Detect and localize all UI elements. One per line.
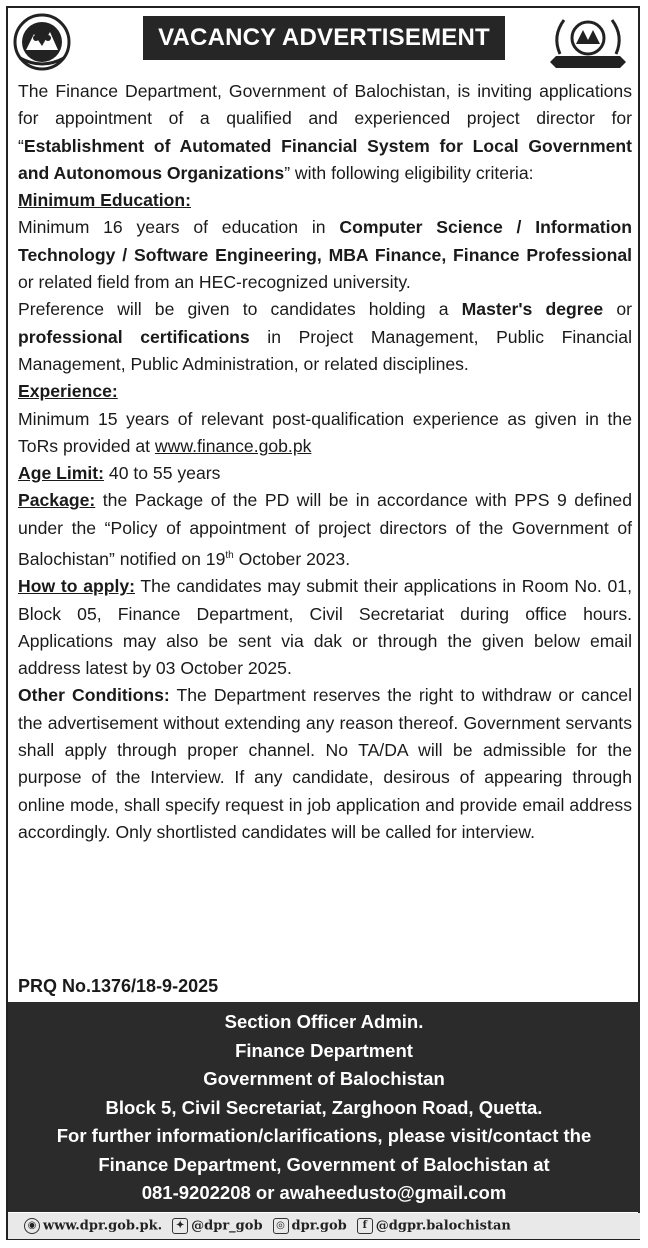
prq-number: PRQ No.1376/18-9-2025 bbox=[18, 976, 219, 996]
social-bar bbox=[8, 1213, 640, 1239]
education-heading: Minimum Education: bbox=[18, 190, 191, 211]
facebook-item[interactable]: f @dgpr.balochistan bbox=[357, 1218, 511, 1234]
header bbox=[0, 0, 648, 82]
page-title: VACANCY ADVERTISEMENT bbox=[143, 16, 505, 60]
intro-paragraph: The Finance Department, Government of Balochistan, is inviting applications for appointment of a qualified and experienced project director for “Establishment of Automated Financial System for Local Government and Autonomous Organizations” with following eligibility criteria: bbox=[18, 81, 632, 183]
preference-paragraph: Preference will be given to candidates holding a Master's degree or professional certifications in Project Management, Public Financial Management, Public Administration, or related disciplines. bbox=[18, 299, 632, 374]
instagram-item[interactable]: ◎ dpr.gob bbox=[273, 1218, 347, 1234]
contact-footer bbox=[8, 1002, 640, 1212]
age-limit: Age Limit: 40 to 55 years bbox=[18, 463, 221, 484]
footer-line: Finance Department bbox=[235, 1039, 413, 1061]
experience-heading: Experience: bbox=[18, 381, 118, 402]
how-to-apply-paragraph: How to apply: The candidates may submit their applications in Room No. 01, Block 05, Finance Department, Civil Secretariat during office hours. Applications may also be sent via dak or through the given below email address latest by 03 October 2025. bbox=[18, 576, 632, 679]
finance-department-emblem-icon bbox=[546, 12, 630, 74]
footer-contact: 081-9202208 or awaheedusto@gmail.com bbox=[141, 1182, 507, 1203]
website-item[interactable]: ◉ www.dpr.gob.pk. bbox=[24, 1218, 162, 1234]
advertisement-body bbox=[18, 78, 632, 846]
globe-icon: ◉ bbox=[24, 1218, 40, 1234]
experience-paragraph: Minimum 15 years of relevant post-qualification experience as given in the ToRs provided at www.finance.gob.pk bbox=[18, 408, 632, 456]
twitter-item[interactable]: ✦ @dpr_gob bbox=[172, 1218, 262, 1234]
twitter-icon: ✦ bbox=[172, 1218, 188, 1234]
footer-line: Government of Balochistan bbox=[203, 1068, 445, 1089]
footer-line: Section Officer Admin. bbox=[224, 1011, 424, 1032]
education-paragraph: Minimum 16 years of education in Computer Science / Information Technology / Software Engineering, MBA Finance, Finance Professional or related field from an HEC-recognized university. bbox=[18, 217, 632, 293]
project-title: Establishment of Automated Financial System for Local Government and Autonomous Organizations bbox=[18, 135, 632, 183]
finance-website-link[interactable]: www.finance.gob.pk bbox=[154, 435, 312, 456]
footer-address: Block 5, Civil Secretariat, Zarghoon Road, Quetta. bbox=[105, 1096, 543, 1118]
balochistan-emblem-icon bbox=[12, 12, 72, 72]
instagram-icon: ◎ bbox=[273, 1218, 289, 1234]
other-conditions-paragraph: Other Conditions: The Department reserves the right to withdraw or cancel the advertisement without extending any reason thereof. Government servants shall apply through proper channel. No TA/DA will be admissible for the purpose of the Interview. If any candidate, desirous of appearing through online mode, shall specify request in job application and provide email address accordingly. Only shortlisted candidates will be called for interview. bbox=[18, 685, 633, 842]
facebook-icon: f bbox=[357, 1218, 373, 1234]
package-paragraph: Package: the Package of the PD will be in accordance with PPS 9 defined under the “Policy of appointment of project directors of the Government of Balochistan” notified on 19th October 2023. bbox=[18, 490, 632, 569]
footer-line: Finance Department, Government of Balochistan at bbox=[98, 1153, 550, 1175]
footer-line: For further information/clarifications, please visit/contact the bbox=[56, 1125, 592, 1146]
